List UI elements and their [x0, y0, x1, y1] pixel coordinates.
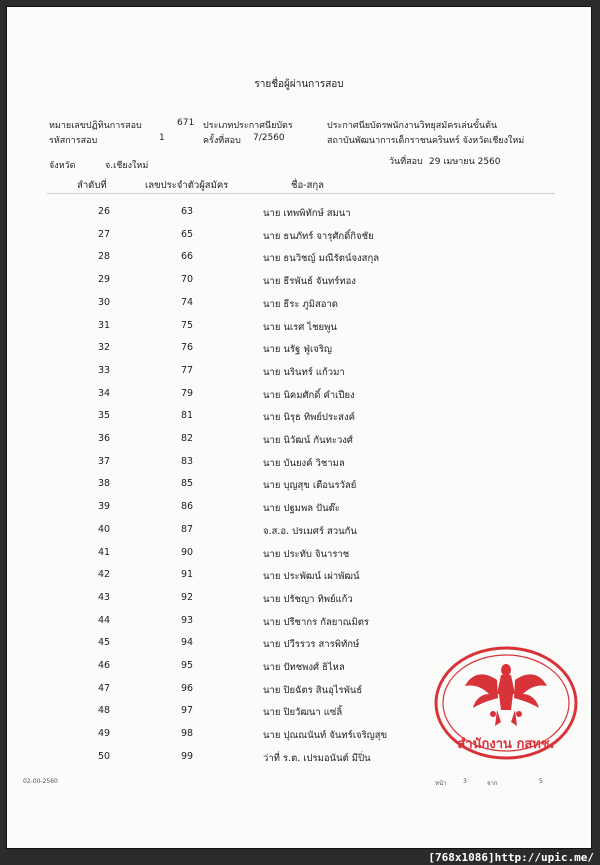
table-row: [7, 229, 591, 251]
permit-label: หมายเลขปฏิทินการสอบ: [49, 121, 142, 131]
table-row: [7, 410, 591, 432]
row-full-name: นาย นิคมศักดิ์ คำเปียง: [263, 389, 355, 401]
row-full-name: นาย ปวีรรวร สารพิทักษ์: [263, 639, 360, 651]
row-seq: 34: [97, 387, 111, 399]
exam-code-value: 1: [159, 133, 165, 143]
row-seq: 45: [97, 637, 111, 649]
row-seq: 31: [97, 319, 111, 331]
table-row: [7, 342, 591, 364]
row-full-name: นาย ปรัชญา ทิพย์แก้ว: [263, 593, 353, 605]
document-page: [6, 6, 592, 849]
stamp-text: สำนักงาน กสทช.: [457, 737, 555, 752]
row-seq: 30: [97, 296, 111, 308]
table-row: [7, 388, 591, 410]
row-applicant-id: 97: [180, 705, 194, 717]
row-applicant-id: 87: [180, 523, 194, 535]
row-full-name: นาย นเรศ ไชยพูน: [263, 321, 337, 333]
announcement-text: ประกาศนียบัตรพนักงานวิทยุสมัครเล่นขั้นต้น: [327, 121, 498, 131]
row-seq: 37: [97, 455, 111, 467]
exam-round-value: 7/2560: [253, 133, 285, 143]
table-row: [7, 569, 591, 591]
table-row: [7, 206, 591, 228]
row-seq: 33: [97, 364, 111, 376]
row-applicant-id: 77: [180, 364, 194, 376]
row-full-name: นาย ธีรพันธ์ จันทร์ทอง: [263, 276, 356, 288]
header-full-name: ชื่อ-สกุล: [291, 180, 324, 191]
table-row: [7, 592, 591, 614]
exam-date-value: 29 เมษายน 2560: [429, 157, 501, 167]
table-row: [7, 524, 591, 546]
row-seq: 36: [97, 433, 111, 444]
row-applicant-id: 74: [180, 296, 194, 308]
province-label: จังหวัด: [49, 161, 76, 171]
row-full-name: นาย ประพัฒน์ เผ่าพัฒน์: [263, 571, 360, 583]
row-full-name: นาย ปิยวัฒนา แซ่ลิ้: [263, 707, 343, 719]
row-full-name: นาย เทพพิทักษ์ สมนา: [263, 208, 351, 219]
table-row: [7, 297, 591, 319]
row-seq: 47: [97, 682, 111, 694]
row-seq: 41: [97, 546, 111, 558]
row-applicant-id: 98: [180, 728, 194, 740]
row-seq: 40: [97, 523, 111, 535]
row-full-name: นาย ธนวิชญ์ มณีรัตน์จงสกุล: [263, 253, 380, 265]
row-applicant-id: 70: [180, 274, 194, 286]
row-applicant-id: 82: [180, 433, 194, 444]
row-seq: 49: [97, 728, 111, 740]
permit-value: 671: [177, 118, 195, 128]
header-applicant-id: เลขประจำตัวผู้สมัคร: [145, 180, 229, 191]
image-caption: [768x1086]http://upic.me/: [428, 851, 594, 864]
row-applicant-id: 92: [180, 591, 194, 603]
row-applicant-id: 76: [180, 342, 194, 354]
row-full-name: นาย ปิยฉัตร สินอุไรพันธ์: [263, 684, 363, 696]
certificate-type-label: ประเภทประกาศนียบัตร: [203, 121, 293, 131]
row-applicant-id: 63: [180, 206, 194, 217]
row-applicant-id: 90: [180, 546, 194, 558]
row-seq: 39: [97, 501, 111, 513]
row-applicant-id: 91: [180, 569, 194, 581]
row-full-name: นาย บุญสุข เตือนรวัลย์: [263, 480, 357, 492]
footer-total-pages: 5: [539, 778, 543, 785]
row-applicant-id: 95: [180, 660, 194, 671]
footer-page-label: หน้า: [435, 780, 447, 787]
row-full-name: นาย นิรุธ ทิพย์ประสงค์: [263, 412, 355, 424]
row-full-name: นาย ปัทชพงศ์ ธิไหล: [263, 662, 345, 673]
row-applicant-id: 83: [180, 455, 194, 467]
row-full-name: นาย ธนภัทร์ จารุศักดิ์กิจชัย: [263, 230, 374, 242]
exam-round-label: ครั้งที่สอบ: [203, 136, 241, 146]
row-seq: 32: [97, 342, 111, 354]
footer-page-value: 3: [463, 778, 467, 785]
row-full-name: นาย ธีระ ภูมิสอาด: [263, 298, 338, 310]
row-full-name: นาย ปรีชากร กัลยาณมิตร: [263, 616, 370, 628]
row-full-name: นาย นรินทร์ แก้วมา: [263, 366, 345, 378]
row-seq: 50: [97, 750, 111, 762]
table-row: [7, 478, 591, 500]
row-applicant-id: 85: [180, 478, 194, 490]
table-row: [7, 501, 591, 523]
table-row: [7, 365, 591, 387]
row-seq: 46: [97, 660, 111, 671]
table-row: [7, 320, 591, 342]
row-applicant-id: 94: [180, 637, 194, 649]
row-applicant-id: 75: [180, 319, 194, 331]
header-divider: [47, 193, 555, 194]
row-full-name: นาย นรัฐ ฟู่เจริญ: [263, 344, 333, 356]
garuda-emblem-icon: [465, 664, 547, 726]
exam-date-label: วันที่สอบ: [389, 157, 423, 167]
row-seq: 26: [97, 206, 111, 217]
row-full-name: นาย ปุณณนันท์ จันทร์เจริญสุข: [263, 730, 388, 742]
table-row: [7, 251, 591, 273]
row-seq: 48: [97, 705, 111, 717]
row-seq: 27: [97, 228, 111, 240]
row-full-name: นาย นิวัฒน์ กันทะวงศ์: [263, 435, 353, 446]
row-full-name: นาย ประทับ จินาราช: [263, 548, 350, 560]
header-seq: ลำดับที่: [77, 180, 107, 191]
table-row: [7, 456, 591, 478]
row-applicant-id: 86: [180, 501, 194, 513]
row-applicant-id: 93: [180, 614, 194, 626]
table-row: [7, 433, 591, 455]
footer-of-label: จาก: [487, 780, 498, 787]
row-seq: 38: [97, 478, 111, 490]
exam-venue: สถาบันพัฒนาการเด็กราชนครินทร์ จังหวัดเชียงใหม่: [327, 136, 525, 146]
row-seq: 29: [97, 274, 111, 286]
row-full-name: นาย ปฐมพล ปันต๊ะ: [263, 503, 340, 515]
table-row: [7, 274, 591, 296]
row-seq: 44: [97, 614, 111, 626]
row-applicant-id: 79: [180, 387, 194, 399]
row-applicant-id: 96: [180, 682, 194, 694]
province-value: จ.เชียงใหม่: [105, 161, 149, 171]
row-applicant-id: 66: [180, 251, 194, 263]
row-full-name: นาย บันยงค์ วิชามล: [263, 457, 345, 469]
footer-doc-code: 02-00-2560: [23, 778, 58, 785]
row-applicant-id: 65: [180, 228, 194, 240]
row-full-name: จ.ส.อ. ปรเมศร์ สวนกัน: [263, 525, 357, 537]
row-applicant-id: 81: [180, 410, 194, 422]
table-row: [7, 615, 591, 637]
row-seq: 43: [97, 591, 111, 603]
row-seq: 35: [97, 410, 111, 422]
table-row: [7, 547, 591, 569]
office-seal-stamp: [431, 644, 581, 762]
row-applicant-id: 99: [180, 750, 194, 762]
document-title: รายชื่อผู้ผ่านการสอบ: [254, 79, 344, 90]
row-seq: 28: [97, 251, 111, 263]
row-full-name: ว่าที่ ร.ต. เปรมอนันต์ มีปิ่น: [263, 752, 371, 764]
row-seq: 42: [97, 569, 111, 581]
exam-code-label: รหัสการสอบ: [49, 136, 98, 146]
